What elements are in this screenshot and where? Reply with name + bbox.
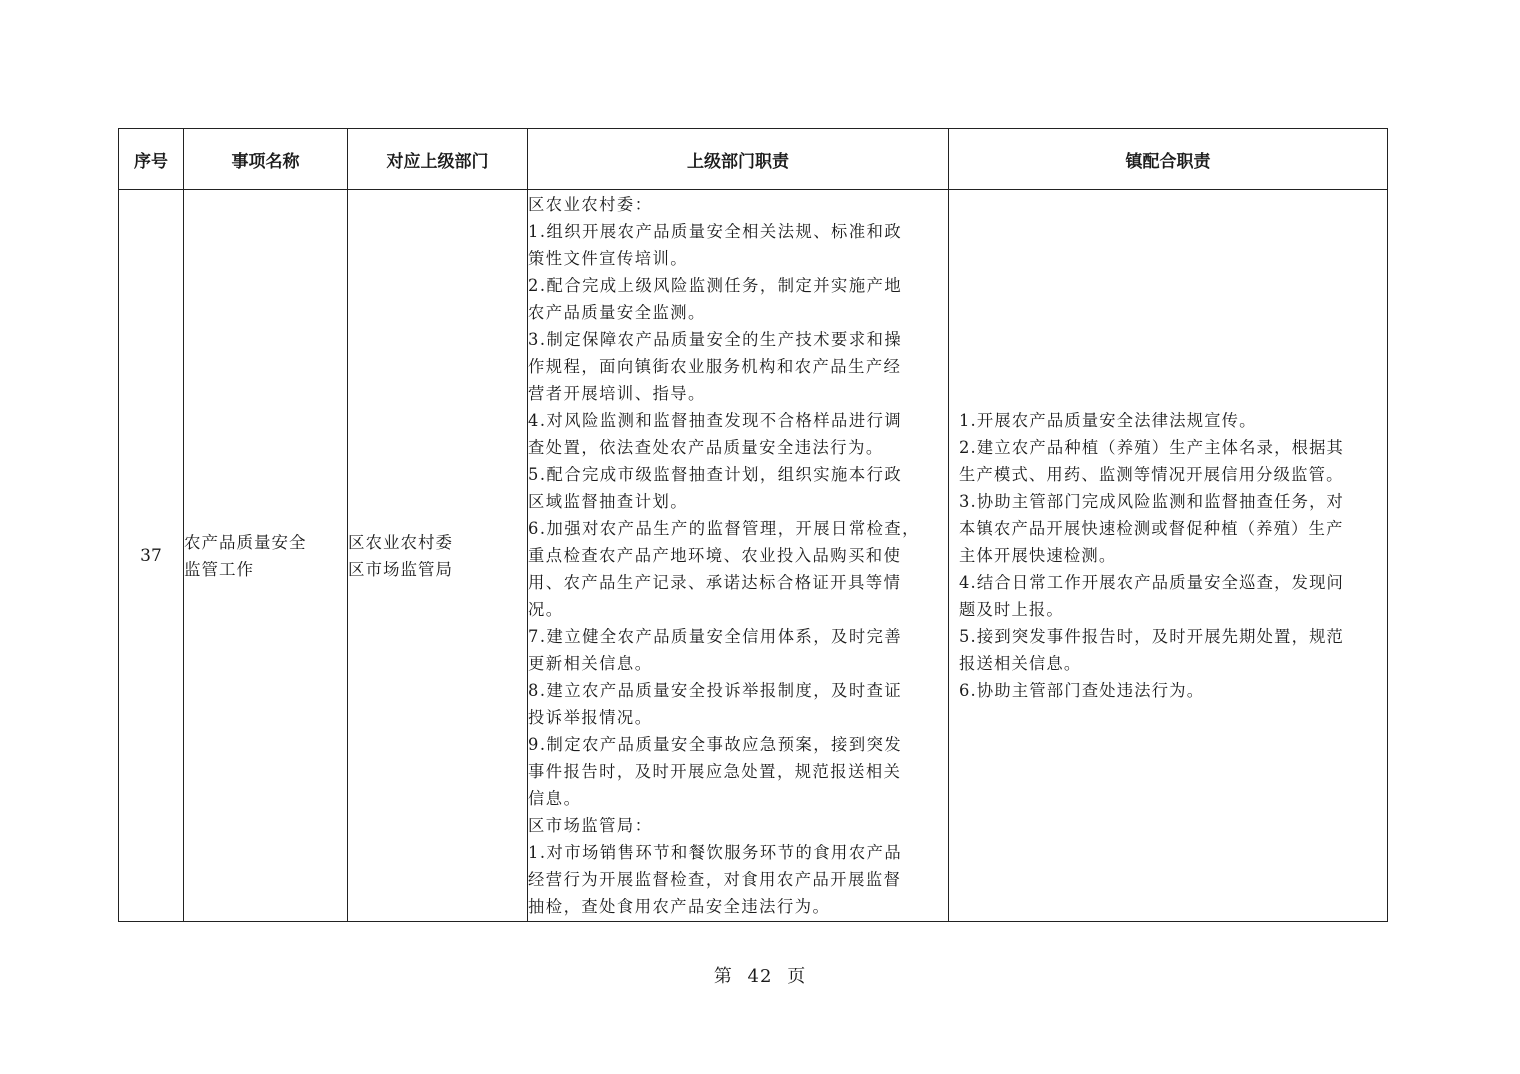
header-item-name: 事项名称 — [184, 129, 348, 190]
duty-line: 农产品质量安全监测。 — [528, 303, 706, 322]
duty-line: 6.加强对农产品生产的监督管理，开展日常检查， — [528, 519, 920, 538]
duty-line: 重点检查农产品产地环境、农业投入品购买和使 — [528, 546, 902, 565]
header-superior-dept: 对应上级部门 — [348, 129, 528, 190]
duty-line: 5.配合完成市级监督抽查计划，组织实施本行政 — [528, 465, 903, 484]
row-item-name — [184, 190, 348, 922]
duty-line: 投诉举报情况。 — [528, 708, 653, 727]
row-town-duties — [949, 190, 1388, 922]
town-duty-line: 4.结合日常工作开展农产品质量安全巡查，发现问 — [959, 573, 1345, 592]
duty-line: 1.对市场销售环节和餐饮服务环节的食用农产品 — [528, 843, 903, 862]
duty-line: 区域监督抽查计划。 — [528, 492, 689, 511]
document-table-wrapper — [118, 128, 1387, 922]
duty-line: 7.建立健全农产品质量安全信用体系，及时完善 — [528, 627, 903, 646]
duty-line: 8.建立农产品质量安全投诉举报制度，及时查证 — [528, 681, 903, 700]
header-town-duties: 镇配合职责 — [949, 129, 1388, 190]
header-superior-duties: 上级部门职责 — [528, 129, 949, 190]
duty-line: 2.配合完成上级风险监测任务，制定并实施产地 — [528, 276, 903, 295]
town-duty-line: 5.接到突发事件报告时，及时开展先期处置，规范 — [959, 627, 1345, 646]
town-duty-line: 报送相关信息。 — [959, 654, 1082, 673]
responsibility-table — [118, 128, 1388, 922]
duty-line: 3.制定保障农产品质量安全的生产技术要求和操 — [528, 330, 903, 349]
table-row — [119, 190, 1388, 922]
duty-line: 用、农产品生产记录、承诺达标合格证开具等情 — [528, 573, 902, 592]
duty-line: 策性文件宣传培训。 — [528, 249, 689, 268]
dept-line: 区农业农村委 — [348, 532, 453, 552]
item-name-line: 农产品质量安全 — [184, 532, 307, 552]
town-duty-line: 1.开展农产品质量安全法律法规宣传。 — [959, 411, 1257, 430]
duty-line: 区农业农村委： — [528, 195, 653, 214]
page-number — [0, 962, 1520, 988]
town-duty-line: 6.协助主管部门查处违法行为。 — [959, 681, 1205, 700]
dept-line: 区市场监管局 — [348, 559, 453, 579]
header-serial: 序号 — [119, 129, 184, 190]
town-duty-line: 3.协助主管部门完成风险监测和监督抽查任务，对 — [959, 492, 1345, 511]
duty-line: 事件报告时，及时开展应急处置，规范报送相关 — [528, 762, 902, 781]
page-number-value: 42 — [747, 966, 773, 987]
item-name-line: 监管工作 — [184, 559, 254, 579]
row-superior-dept — [348, 190, 528, 922]
town-duty-line: 题及时上报。 — [959, 600, 1064, 619]
duty-line: 1.组织开展农产品质量安全相关法规、标准和政 — [528, 222, 903, 241]
duty-line: 况。 — [528, 600, 564, 619]
town-duty-line: 本镇农产品开展快速检测或督促种植（养殖）生产 — [959, 519, 1344, 538]
duty-line: 查处置，依法查处农产品质量安全违法行为。 — [528, 438, 884, 457]
town-duty-line: 2.建立农产品种植（养殖）生产主体名录，根据其 — [959, 438, 1345, 457]
town-duty-line: 生产模式、用药、监测等情况开展信用分级监管。 — [959, 465, 1344, 484]
page-number-prefix: 第 — [713, 966, 733, 987]
duty-line: 更新相关信息。 — [528, 654, 653, 673]
duty-line: 4.对风险监测和监督抽查发现不合格样品进行调 — [528, 411, 903, 430]
duty-line: 经营行为开展监督检查，对食用农产品开展监督 — [528, 870, 902, 889]
duty-line: 作规程，面向镇街农业服务机构和农产品生产经 — [528, 357, 902, 376]
town-duty-line: 主体开展快速检测。 — [959, 546, 1117, 565]
duty-line: 抽检，查处食用农产品安全违法行为。 — [528, 897, 831, 916]
duty-line: 营者开展培训、指导。 — [528, 384, 706, 403]
duty-line: 9.制定农产品质量安全事故应急预案，接到突发 — [528, 735, 903, 754]
row-serial: 37 — [119, 190, 184, 922]
row-superior-duties — [528, 190, 949, 922]
table-header-row — [119, 129, 1388, 190]
page-number-suffix: 页 — [787, 966, 807, 987]
duty-line: 区市场监管局： — [528, 816, 653, 835]
duty-line: 信息。 — [528, 789, 582, 808]
